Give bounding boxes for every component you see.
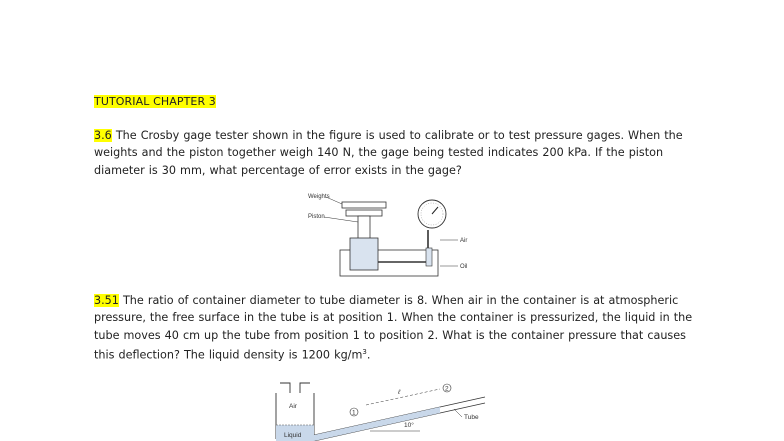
piston-label: Piston bbox=[308, 214, 325, 220]
riser bbox=[426, 248, 432, 266]
tube-liquid bbox=[314, 407, 440, 441]
weights-label: Weights bbox=[308, 194, 330, 200]
problem-end: . bbox=[366, 348, 371, 362]
air-label: Air bbox=[289, 403, 297, 410]
oil-label: Oil bbox=[460, 264, 468, 270]
problem-number: 3.6 bbox=[94, 129, 112, 142]
gage-tester-figure bbox=[300, 190, 480, 285]
length-label: ℓ bbox=[398, 389, 401, 396]
tube-label: Tube bbox=[464, 414, 479, 421]
liquid-label: Liquid bbox=[284, 432, 302, 439]
problem-text: The Crosby gage tester shown in the figure is used to calibrate or to test pressure gages. When the weights and the piston together weigh 140 N, the gage being tested indicates 200 kPa. If the piston diameter is 30 mm, what percentage of error exists in the gage? bbox=[94, 129, 683, 177]
cylinder bbox=[350, 238, 378, 270]
position-1-label: 1 bbox=[352, 409, 356, 417]
length-dimension bbox=[366, 389, 440, 405]
unit-exponent: 3 bbox=[362, 347, 367, 356]
position-2-label: 2 bbox=[445, 385, 449, 393]
container-top bbox=[280, 383, 310, 393]
weight-plate-bottom bbox=[346, 210, 382, 216]
problem-3-6 bbox=[94, 127, 694, 179]
problem-number: 3.51 bbox=[94, 294, 119, 307]
weight-plate-top bbox=[342, 202, 386, 208]
problem-3-51 bbox=[94, 292, 694, 364]
inclined-tube-figure bbox=[270, 375, 510, 441]
tutorial-heading: TUTORIAL CHAPTER 3 bbox=[94, 95, 216, 108]
angle-label: 10° bbox=[404, 422, 414, 429]
air-label: Air bbox=[460, 238, 468, 244]
problem-text: The ratio of container diameter to tube diameter is 8. When air in the container is at atmospheric pressure, the free surface in the tube is at position 1. When the container is pressurized, the liquid in the tube moves 40 cm up the tube from position 1 to position 2. What is the container pressure that causes this deflection? The liquid density is 1200 kg/m bbox=[94, 294, 693, 362]
